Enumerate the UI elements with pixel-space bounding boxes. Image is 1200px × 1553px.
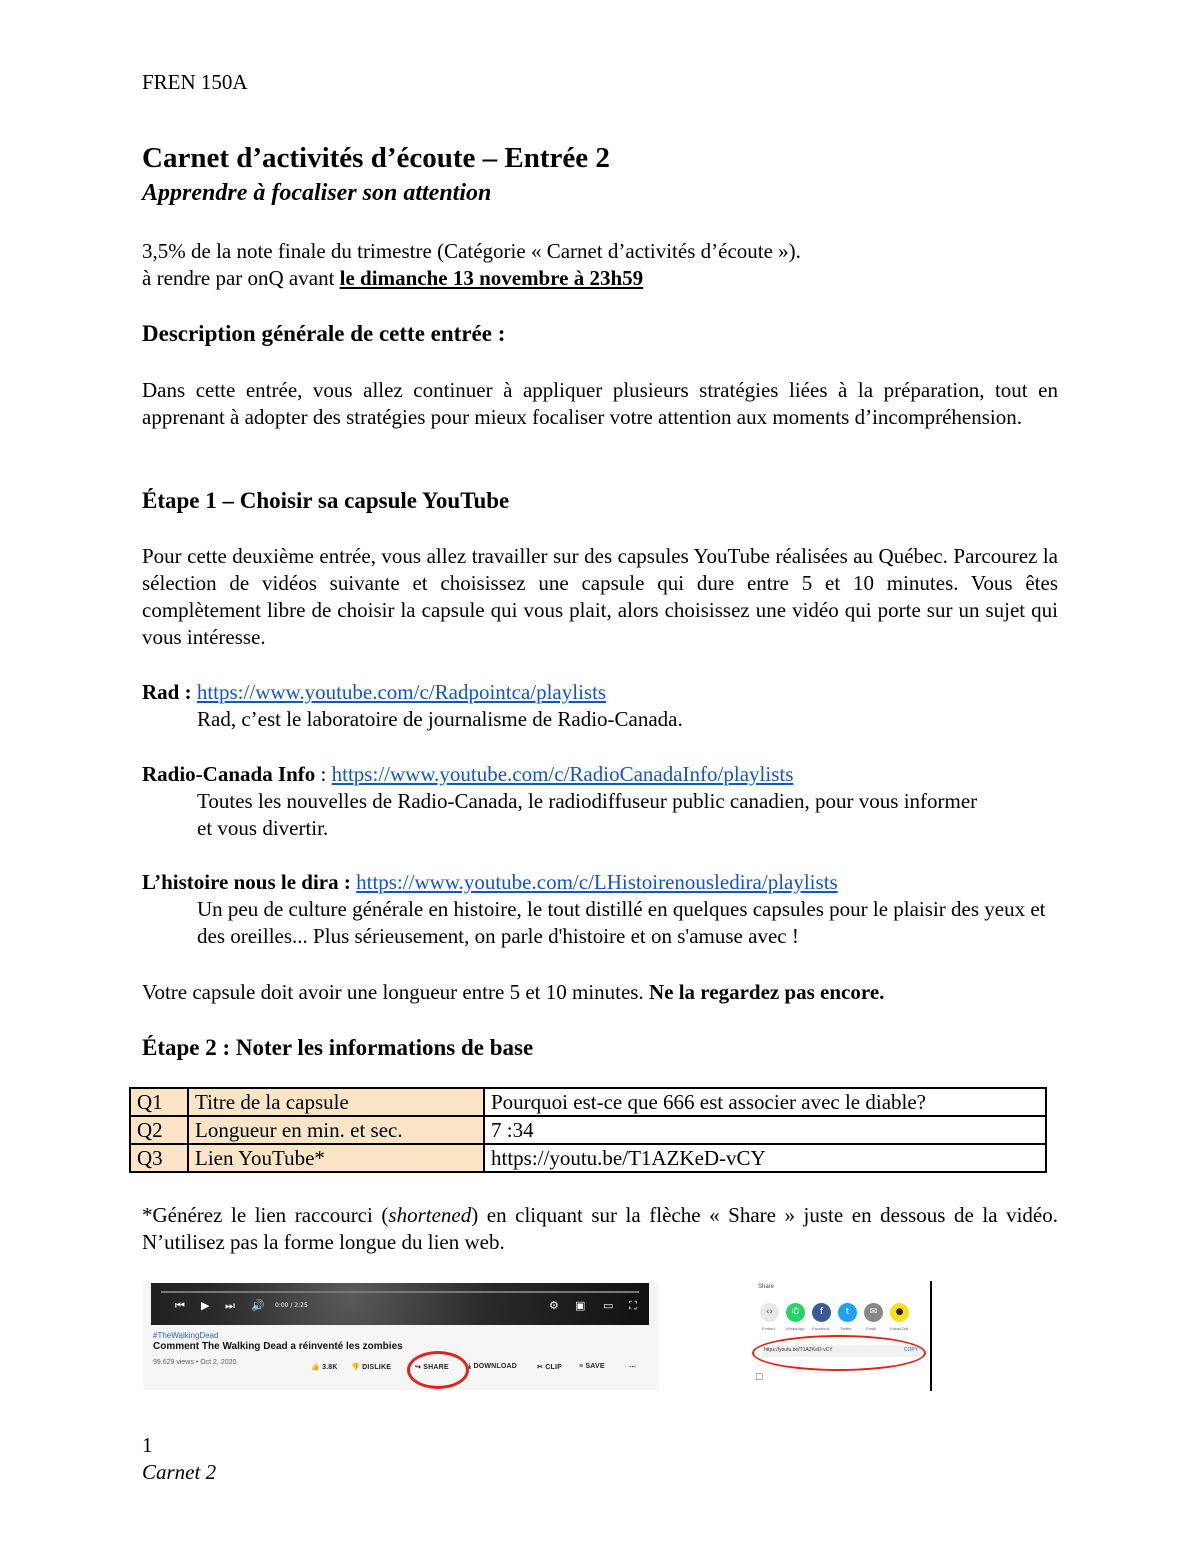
shortlink-note-italic: shortened [388,1203,472,1227]
table-row [130,1116,1046,1144]
share-target-label: Embed [762,1326,775,1331]
like-button: 👍 3.8K [311,1364,338,1371]
previous-icon: ⏮ [175,1299,185,1312]
source-radiocanada [142,761,793,788]
shortlink-note [142,1202,1058,1256]
video-title: Comment The Walking Dead a réinventé les zombies [153,1341,403,1352]
time-display: 0:00 / 2:25 [275,1302,308,1309]
dislike-label: DISLIKE [362,1364,392,1371]
description-body: Dans cette entrée, vous allez continuer à appliquer plusieurs stratégies liées à la préparation, tout en apprenant à adopter des stratégies pour mieux focaliser votre attention aux moments d’incompréhension. [142,378,1058,429]
basic-info-table [129,1087,1047,1173]
deadline-date: le dimanche 13 novembre à 23h59 [339,266,644,290]
source-radiocanada-label: Radio-Canada Info [142,762,316,786]
like-count: 3.8K [322,1364,338,1371]
answer-title[interactable]: Pourquoi est-ce que 666 est associer avec le diable? [484,1088,1046,1116]
next-icon: ⏭ [225,1299,235,1312]
page-title: Carnet d’activités d’écoute – Entrée 2 [142,142,610,174]
dislike-button: 👎 DISLIKE [351,1364,392,1371]
question-number: Q2 [130,1116,188,1144]
source-radiocanada-link[interactable]: https://www.youtube.com/c/RadioCanadaInfo/playlists [331,762,794,786]
start-at-checkbox: ☐ [755,1373,764,1383]
length-reminder-warning: Ne la regardez pas encore. [648,980,885,1004]
question-number: Q3 [130,1144,188,1172]
share-highlight-circle [407,1351,469,1389]
share-target-label: Facebook [812,1326,830,1331]
deadline-prefix: à rendre par onQ avant [142,266,340,290]
source-rad-label: Rad : [142,680,192,704]
download-label: DOWNLOAD [473,1363,518,1370]
kakaotalk-icon: ● [890,1303,909,1322]
course-header: FREN 150A [142,70,248,94]
theater-icon: ▭ [603,1299,614,1312]
whatsapp-icon: ✆ [786,1303,805,1322]
url-highlight-circle [752,1335,926,1371]
share-url: https://youtu.be/T1AZKeD-vCY [764,1347,833,1353]
table-row [130,1088,1046,1116]
source-radiocanada-desc: Toutes les nouvelles de Radio-Canada, le radiodiffuseur public canadien, pour vous informer et vous divertir. [197,789,978,840]
clip-label: CLIP [545,1364,562,1371]
length-reminder-text: Votre capsule doit avoir une longueur entre 5 et 10 minutes. [142,980,649,1004]
volume-icon: 🔊 [251,1299,265,1312]
source-histoire-label: L’histoire nous le dira : [142,870,351,894]
source-rad-link[interactable]: https://www.youtube.com/c/Radpointca/playlists [196,680,607,704]
answer-length[interactable]: 7 :34 [484,1116,1046,1144]
share-target-label: Twitter [840,1326,852,1331]
play-icon: ▶ [201,1299,210,1312]
download-button: ⤓ DOWNLOAD [468,1363,518,1370]
share-panel-title: Share [758,1284,775,1290]
question-label: Titre de la capsule [188,1088,484,1116]
source-histoire-link[interactable]: https://www.youtube.com/c/LHistoirenousledira/playlists [356,870,838,894]
question-label: Longueur en min. et sec. [188,1116,484,1144]
settings-icon: ⚙ [549,1299,559,1312]
length-reminder [142,979,884,1006]
source-radiocanada-sep: : [315,762,332,786]
share-panel-screenshot [752,1281,932,1391]
share-button: ↪ SHARE [415,1364,449,1371]
save-button: ≡ SAVE [579,1363,605,1370]
page-subtitle: Apprendre à focaliser son attention [142,180,492,206]
share-target-label: WhatsApp [786,1326,805,1331]
fullscreen-icon: ⛶ [629,1299,637,1312]
view-count: 99,629 views • Oct 2, 2020 [153,1359,237,1366]
channel-tag: #TheWalkingDead [153,1331,219,1340]
page-number: 1 [142,1433,153,1457]
etape1-body: Pour cette deuxième entrée, vous allez travailler sur des capsules YouTube réalisées au Québec. Parcourez la sélection de vidéos suivante et choisissez une capsule qui dure entre 5 et 10 minutes. Vous êtes complètement libre de choisir la capsule qui vous plait, alors choisissez une vidéo qui porte sur un sujet qui vous intéresse. [142,544,1058,649]
footer-label: Carnet 2 [142,1460,217,1484]
video-player [151,1283,649,1325]
progress-bar [161,1291,639,1293]
shortlink-note-a: *Générez le lien raccourci ( [142,1203,389,1227]
question-label: Lien YouTube* [188,1144,484,1172]
save-label: SAVE [585,1363,605,1370]
email-icon: ✉ [864,1303,883,1322]
share-target-label: KakaoTalk [890,1326,909,1331]
clip-button: ✂ CLIP [537,1364,562,1371]
youtube-player-screenshot [143,1283,659,1390]
question-number: Q1 [130,1088,188,1116]
shortlink-note-b: ) en cliquant sur la flèche « Share » juste en dessous de la vidéo. N’utilisez pas la forme longue du lien web. [142,1203,1058,1254]
source-histoire [142,869,838,896]
description-heading: Description générale de cette entrée : [142,321,506,346]
share-target-label: Email [866,1326,877,1331]
copy-button: COPY [903,1347,918,1353]
source-rad [142,679,606,706]
answer-link[interactable]: https://youtu.be/T1AZKeD-vCY [484,1144,1046,1172]
table-row [130,1144,1046,1172]
facebook-icon: f [812,1303,831,1322]
more-icon: ⋯ [629,1364,637,1371]
twitter-icon: t [838,1303,857,1322]
etape1-heading: Étape 1 – Choisir sa capsule YouTube [142,488,510,513]
miniplayer-icon: ▣ [575,1299,586,1312]
grade-weight-line: 3,5% de la note finale du trimestre (Catégorie « Carnet d’activités d’écoute »). [142,239,801,263]
embed-icon: ‹› [760,1303,779,1322]
etape2-heading: Étape 2 : Noter les informations de base [142,1035,534,1060]
source-histoire-desc: Un peu de culture générale en histoire, le tout distillé en quelques capsules pour le plaisir des yeux et des oreilles... Plus sérieusement, on parle d'histoire et on s'amuse avec ! [197,897,1046,948]
deadline-line [142,265,643,292]
source-rad-desc: Rad, c’est le laboratoire de journalisme de Radio-Canada. [197,707,683,731]
share-label: SHARE [423,1364,449,1371]
